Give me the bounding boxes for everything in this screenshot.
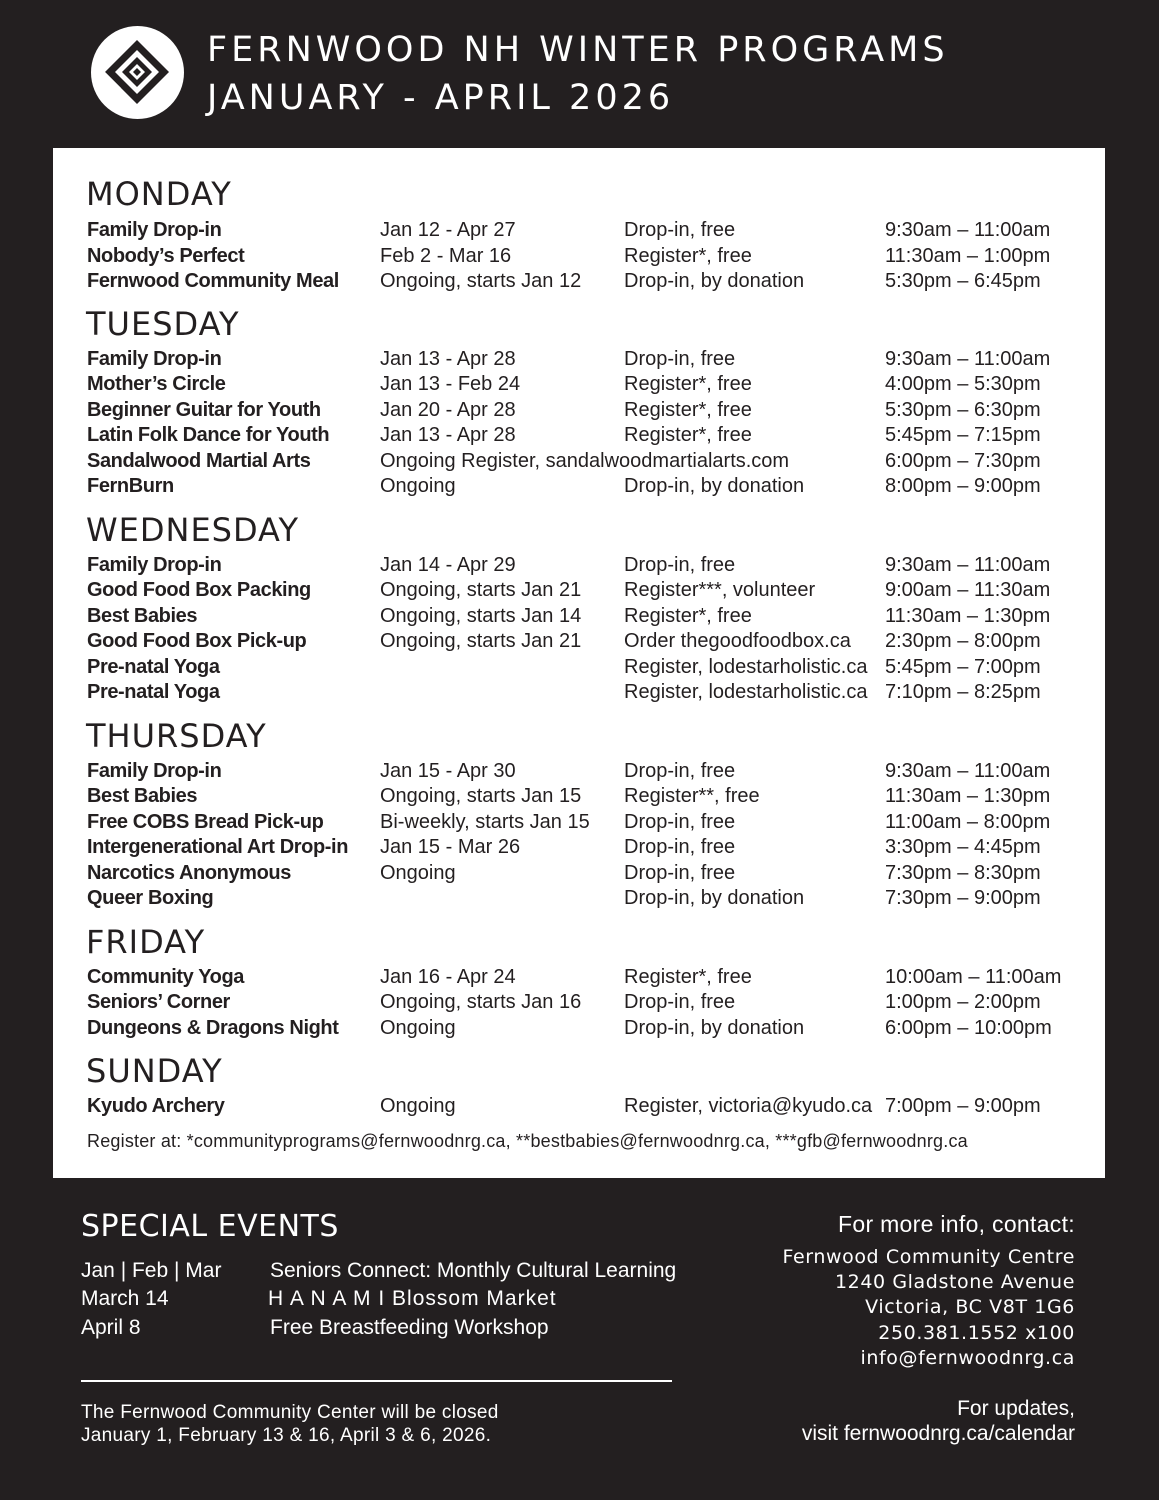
program-name: Kyudo Archery [87, 1095, 225, 1117]
closure-notice-line1: The Fernwood Community Center will be closed [81, 1402, 499, 1423]
program-name: Family Drop-in [87, 554, 222, 576]
schedule-row [53, 990, 1105, 1015]
program-dates: Feb 2 - Mar 16 [380, 245, 512, 267]
program-registration: Drop-in, free [624, 862, 736, 884]
contact-city: Victoria, BC V8T 1G6 [865, 1296, 1075, 1318]
program-registration: Order thegoodfoodbox.ca [624, 630, 851, 652]
special-event-row [81, 1314, 701, 1342]
contact-email[interactable]: info@fernwoodnrg.ca [860, 1347, 1075, 1369]
program-time: 10:00am – 11:00am [885, 966, 1062, 988]
program-name: Family Drop-in [87, 760, 222, 782]
program-dates: Jan 13 - Apr 28 [380, 424, 516, 446]
program-name: Intergenerational Art Drop-in [87, 836, 349, 858]
program-dates: Ongoing, starts Jan 15 [380, 785, 582, 807]
program-time: 2:30pm – 8:00pm [885, 630, 1041, 652]
program-name: Beginner Guitar for Youth [87, 399, 321, 421]
program-time: 9:00am – 11:30am [885, 579, 1051, 601]
program-name: Pre-natal Yoga [87, 656, 220, 678]
updates-line1: For updates, [957, 1397, 1075, 1420]
program-dates: Ongoing, starts Jan 14 [380, 605, 582, 627]
program-name: Seniors’ Corner [87, 991, 230, 1013]
program-dates: Jan 14 - Apr 29 [380, 554, 516, 576]
program-dates: Ongoing [380, 1095, 456, 1117]
program-time: 7:10pm – 8:25pm [885, 681, 1041, 703]
event-name: Seniors Connect: Monthly Cultural Learning [270, 1259, 677, 1282]
program-time: 5:30pm – 6:45pm [885, 270, 1041, 292]
program-name: Family Drop-in [87, 219, 222, 241]
schedule-row [53, 655, 1105, 680]
program-time: 11:30am – 1:00pm [885, 245, 1051, 267]
program-dates: Ongoing Register, sandalwoodmartialarts.com [380, 450, 790, 472]
program-dates: Ongoing, starts Jan 21 [380, 630, 582, 652]
schedule-row [53, 423, 1105, 448]
program-dates: Jan 15 - Apr 30 [380, 760, 516, 782]
program-title: FERNWOOD NH WINTER PROGRAMS [207, 30, 949, 70]
schedule-row [53, 835, 1105, 860]
program-registration: Register*, free [624, 373, 752, 395]
schedule-row [53, 1016, 1105, 1041]
special-events-title: SPECIAL EVENTS [81, 1209, 339, 1244]
program-registration: Register, victoria@kyudo.ca [624, 1095, 873, 1117]
program-name: Mother’s Circle [87, 373, 226, 395]
program-name: Community Yoga [87, 966, 245, 988]
program-dates: Jan 20 - Apr 28 [380, 399, 516, 421]
program-registration: Register*, free [624, 399, 752, 421]
program-dates: Ongoing [380, 475, 456, 497]
schedule-row [53, 474, 1105, 499]
spiral-logo-icon [91, 26, 184, 119]
schedule-panel [53, 148, 1105, 1178]
day-heading-wednesday: WEDNESDAY [86, 511, 299, 549]
program-name: Family Drop-in [87, 348, 222, 370]
program-time: 9:30am – 11:00am [885, 348, 1051, 370]
program-registration: Register, lodestarholistic.ca [624, 656, 868, 678]
program-name: Free COBS Bread Pick-up [87, 811, 324, 833]
schedule-row [53, 759, 1105, 784]
program-registration: Drop-in, free [624, 811, 736, 833]
program-time: 9:30am – 11:00am [885, 554, 1051, 576]
schedule-row [53, 347, 1105, 372]
program-dates: Ongoing, starts Jan 12 [380, 270, 582, 292]
program-time: 7:00pm – 9:00pm [885, 1095, 1041, 1117]
day-heading-sunday: SUNDAY [86, 1052, 223, 1090]
program-registration: Drop-in, by donation [624, 1017, 805, 1039]
schedule-row [53, 449, 1105, 474]
special-event-row [81, 1257, 701, 1285]
program-time: 7:30pm – 9:00pm [885, 887, 1041, 909]
program-registration: Register*, free [624, 605, 752, 627]
program-registration: Register, lodestarholistic.ca [624, 681, 868, 703]
contact-phone: 250.381.1552 x100 [878, 1322, 1075, 1344]
schedule-row [53, 1094, 1105, 1119]
event-date: Jan | Feb | Mar [81, 1259, 222, 1282]
program-registration: Drop-in, free [624, 836, 736, 858]
program-dates: Jan 15 - Mar 26 [380, 836, 521, 858]
program-time: 1:00pm – 2:00pm [885, 991, 1041, 1013]
program-name: Dungeons & Dragons Night [87, 1017, 339, 1039]
program-dates: Jan 12 - Apr 27 [380, 219, 516, 241]
program-time: 6:00pm – 7:30pm [885, 450, 1041, 472]
schedule-row [53, 398, 1105, 423]
program-registration: Drop-in, by donation [624, 270, 805, 292]
schedule-row [53, 372, 1105, 397]
program-time: 4:00pm – 5:30pm [885, 373, 1041, 395]
schedule-row [53, 680, 1105, 705]
program-registration: Register*, free [624, 424, 752, 446]
program-date-range: JANUARY - APRIL 2026 [207, 78, 675, 118]
schedule-row [53, 861, 1105, 886]
event-name: Free Breastfeeding Workshop [270, 1316, 549, 1339]
event-date: April 8 [81, 1316, 141, 1339]
special-event-row [81, 1285, 701, 1313]
schedule-row [53, 578, 1105, 603]
program-registration: Drop-in, free [624, 554, 736, 576]
closure-notice-line2: January 1, February 13 & 16, April 3 & 6, 2026. [81, 1425, 492, 1446]
program-registration: Drop-in, free [624, 219, 736, 241]
program-name: Latin Folk Dance for Youth [87, 424, 330, 446]
schedule-row [53, 553, 1105, 578]
fernwood-logo [91, 26, 184, 119]
program-registration: Register**, free [624, 785, 760, 807]
program-name: Narcotics Anonymous [87, 862, 291, 884]
program-registration: Register***, volunteer [624, 579, 816, 601]
program-time: 11:30am – 1:30pm [885, 785, 1051, 807]
program-registration: Register*, free [624, 245, 752, 267]
program-time: 6:00pm – 10:00pm [885, 1017, 1052, 1039]
schedule-row [53, 886, 1105, 911]
program-name: Nobody’s Perfect [87, 245, 245, 267]
program-time: 5:45pm – 7:00pm [885, 656, 1041, 678]
contact-address: 1240 Gladstone Avenue [834, 1271, 1075, 1293]
program-dates: Ongoing, starts Jan 21 [380, 579, 582, 601]
program-registration: Drop-in, free [624, 991, 736, 1013]
program-time: 9:30am – 11:00am [885, 760, 1051, 782]
contact-org: Fernwood Community Centre [782, 1246, 1075, 1268]
schedule-row [53, 629, 1105, 654]
schedule-row [53, 218, 1105, 243]
day-heading-monday: MONDAY [86, 175, 232, 213]
program-time: 8:00pm – 9:00pm [885, 475, 1041, 497]
day-heading-friday: FRIDAY [86, 923, 206, 961]
schedule-row [53, 784, 1105, 809]
program-registration: Drop-in, free [624, 348, 736, 370]
schedule-row [53, 810, 1105, 835]
program-name: Good Food Box Pick-up [87, 630, 307, 652]
program-time: 5:30pm – 6:30pm [885, 399, 1041, 421]
program-name: Best Babies [87, 605, 198, 627]
schedule-row [53, 269, 1105, 294]
program-name: FernBurn [87, 475, 174, 497]
program-registration: Drop-in, by donation [624, 887, 805, 909]
program-dates: Jan 16 - Apr 24 [380, 966, 516, 988]
event-date: March 14 [81, 1287, 169, 1310]
schedule-row [53, 965, 1105, 990]
day-heading-thursday: THURSDAY [86, 717, 267, 755]
program-dates: Jan 13 - Apr 28 [380, 348, 516, 370]
program-name: Best Babies [87, 785, 198, 807]
schedule-row [53, 244, 1105, 269]
program-registration: Register*, free [624, 966, 752, 988]
program-name: Good Food Box Packing [87, 579, 311, 601]
program-time: 11:30am – 1:30pm [885, 605, 1051, 627]
program-time: 3:30pm – 4:45pm [885, 836, 1041, 858]
program-time: 9:30am – 11:00am [885, 219, 1051, 241]
contact-title: For more info, contact: [838, 1211, 1075, 1237]
event-name: H A N A M I Blossom Market [268, 1287, 557, 1310]
program-dates: Jan 13 - Feb 24 [380, 373, 521, 395]
program-time: 7:30pm – 8:30pm [885, 862, 1041, 884]
program-registration: Drop-in, by donation [624, 475, 805, 497]
footer-divider [81, 1380, 672, 1382]
program-dates: Ongoing [380, 862, 456, 884]
program-dates: Bi-weekly, starts Jan 15 [380, 811, 590, 833]
schedule-row [53, 604, 1105, 629]
program-name: Sandalwood Martial Arts [87, 450, 311, 472]
register-note: Register at: *communityprograms@fernwoodnrg.ca, **bestbabies@fernwoodnrg.ca, ***gfb@fernwoodnrg.ca [87, 1131, 968, 1151]
program-time: 5:45pm – 7:15pm [885, 424, 1041, 446]
updates-link[interactable]: visit fernwoodnrg.ca/calendar [801, 1422, 1075, 1445]
program-name: Pre-natal Yoga [87, 681, 220, 703]
program-dates: Ongoing, starts Jan 16 [380, 991, 582, 1013]
day-heading-tuesday: TUESDAY [86, 305, 240, 343]
program-name: Fernwood Community Meal [87, 270, 339, 292]
program-registration: Drop-in, free [624, 760, 736, 782]
program-time: 11:00am – 8:00pm [885, 811, 1051, 833]
program-dates: Ongoing [380, 1017, 456, 1039]
program-name: Queer Boxing [87, 887, 214, 909]
